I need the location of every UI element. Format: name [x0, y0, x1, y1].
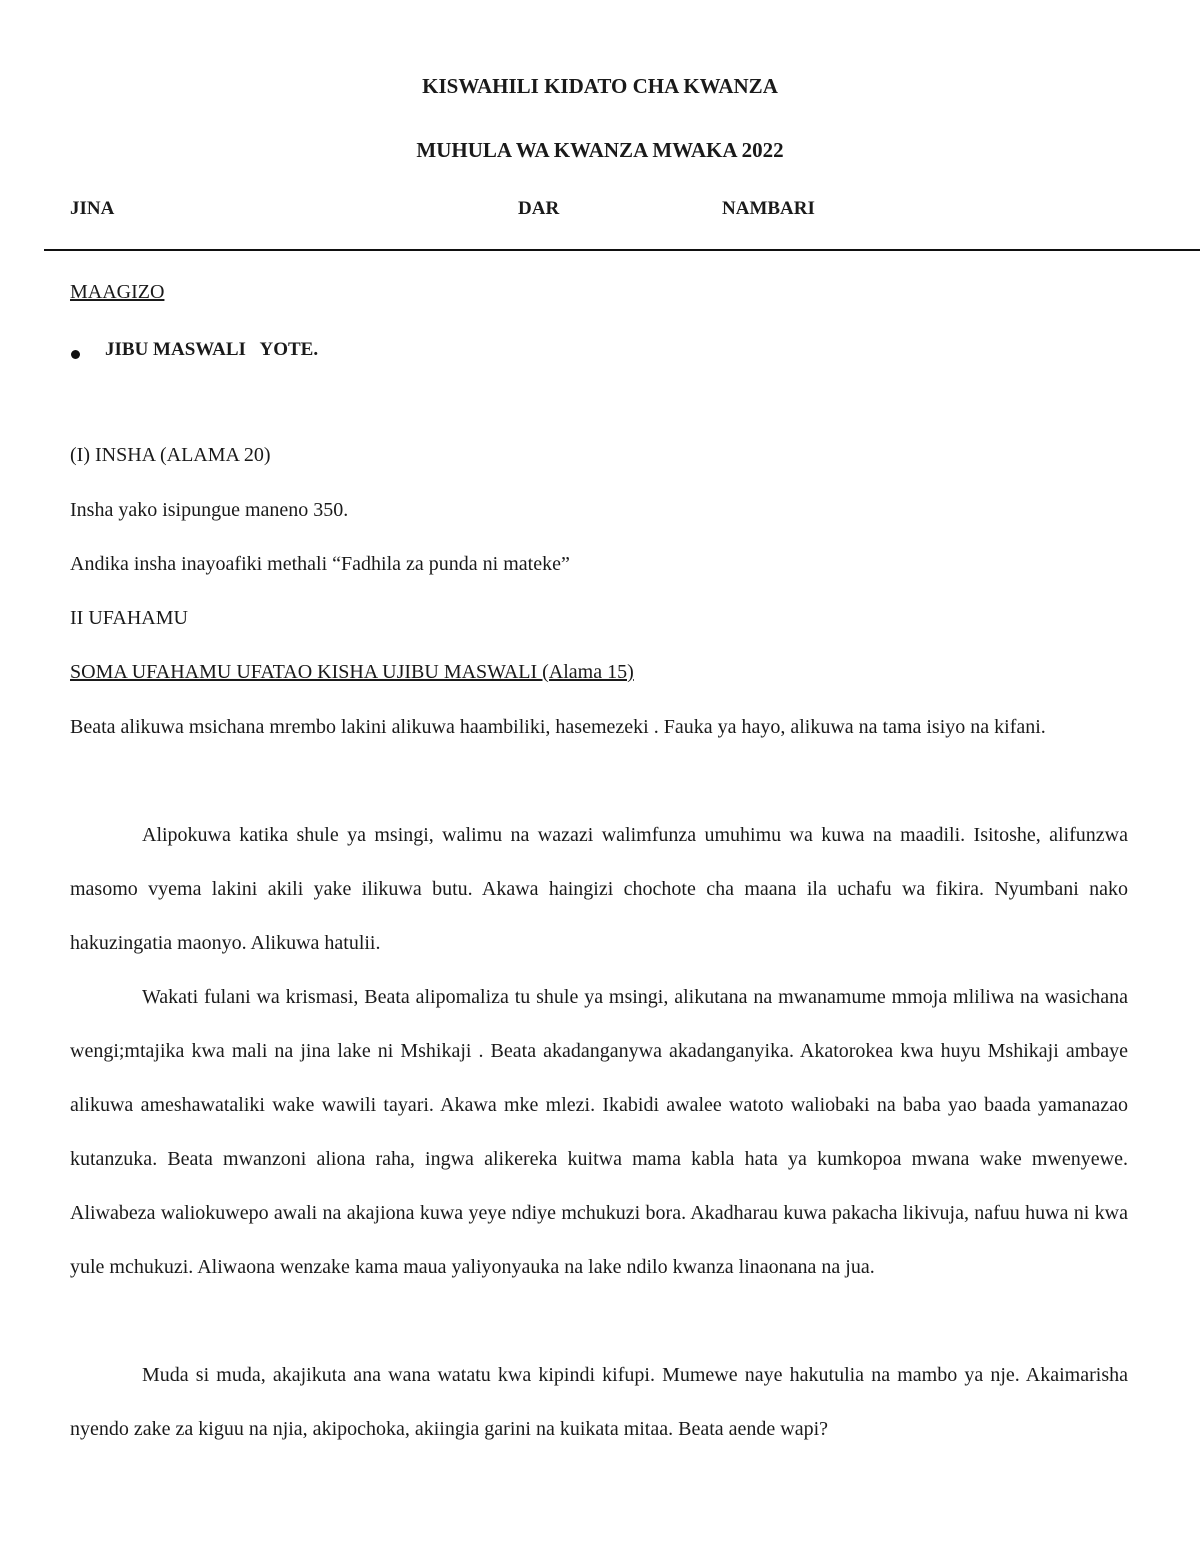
field-nambari: NAMBARI — [722, 198, 815, 219]
passage-paragraph: Muda si muda, akajikuta ana wana watatu kwa kipindi kifupi. Mumewe naye hakutulia na mambo ya nje. Akaimarisha nyendo zake za kiguu na njia, akipochoka, akiingia garini na kuikata mitaa. Beata aende wapi? — [70, 1364, 1128, 1440]
passage-paragraph: Beata alikuwa msichana mrembo lakini alikuwa haambiliki, hasemezeki . Fauka ya hayo, alikuwa na tama isiyo na kifani. — [70, 716, 1046, 738]
field-jina: JINA — [70, 198, 115, 219]
section-insha-heading: (I) INSHA (ALAMA 20) — [70, 444, 271, 466]
passage-paragraph: Wakati fulani wa krismasi, Beata alipomaliza tu shule ya msingi, alikutana na mwanamume mmoja mliliwa na wasichana wengi;mtajika kwa mali na jina lake ni Mshikaji . Beata akadanganywa akadanganyika. Akatorokea kwa huyu Mshikaji ambaye alikuwa ameshawataliki wake wawili tayari. Akawa mke mlezi. Ikabidi awalee watoto waliobaki na baba yao baada yamanazao kutanzuka. Beata mwanzoni aliona raha, ingwa alikereka kuitwa mama kabla hata ya kumkopoa mwana wake mwenyewe. Aliwabeza waliokuwepo awali na akajiona kuwa yeye ndiye mchukuzi bora. Akadharau kuwa pakacha likivuja, nafuu huwa ni kwa yule mchukuzi. Aliwaona wenzake kama maua yaliyonyauka na lake ndilo kwanza linaonana na jua. — [70, 986, 1128, 1278]
ufahamu-subheading: SOMA UFAHAMU UFATAO KISHA UJIBU MASWALI (Alama 15) — [70, 661, 634, 683]
passage-paragraph: Alipokuwa katika shule ya msingi, walimu na wazazi walimfunza umuhimu wa kuwa na maadili. Isitoshe, alifunzwa masomo vyema lakini akili yake ilikuwa butu. Akawa haingizi chochote cha maana ila uchafu wa fikira. Nyumbani nako hakuzingatia maonyo. Alikuwa hatulii. — [70, 824, 1128, 954]
instructions-heading: MAAGIZO — [70, 281, 165, 303]
field-dar: DAR — [518, 198, 560, 219]
insha-instruction-1: Insha yako isipungue maneno 350. — [70, 499, 349, 521]
header-divider — [44, 249, 1200, 251]
insha-instruction-2: Andika insha inayoafiki methali “Fadhila za punda ni mateke” — [70, 553, 570, 575]
document-title: KISWAHILI KIDATO CHA KWANZA — [422, 74, 778, 98]
bullet-icon — [71, 350, 80, 359]
section-ufahamu-heading: II UFAHAMU — [70, 607, 188, 629]
document-subtitle: MUHULA WA KWANZA MWAKA 2022 — [416, 138, 784, 162]
instruction-item: JIBU MASWALI YOTE. — [105, 339, 319, 360]
